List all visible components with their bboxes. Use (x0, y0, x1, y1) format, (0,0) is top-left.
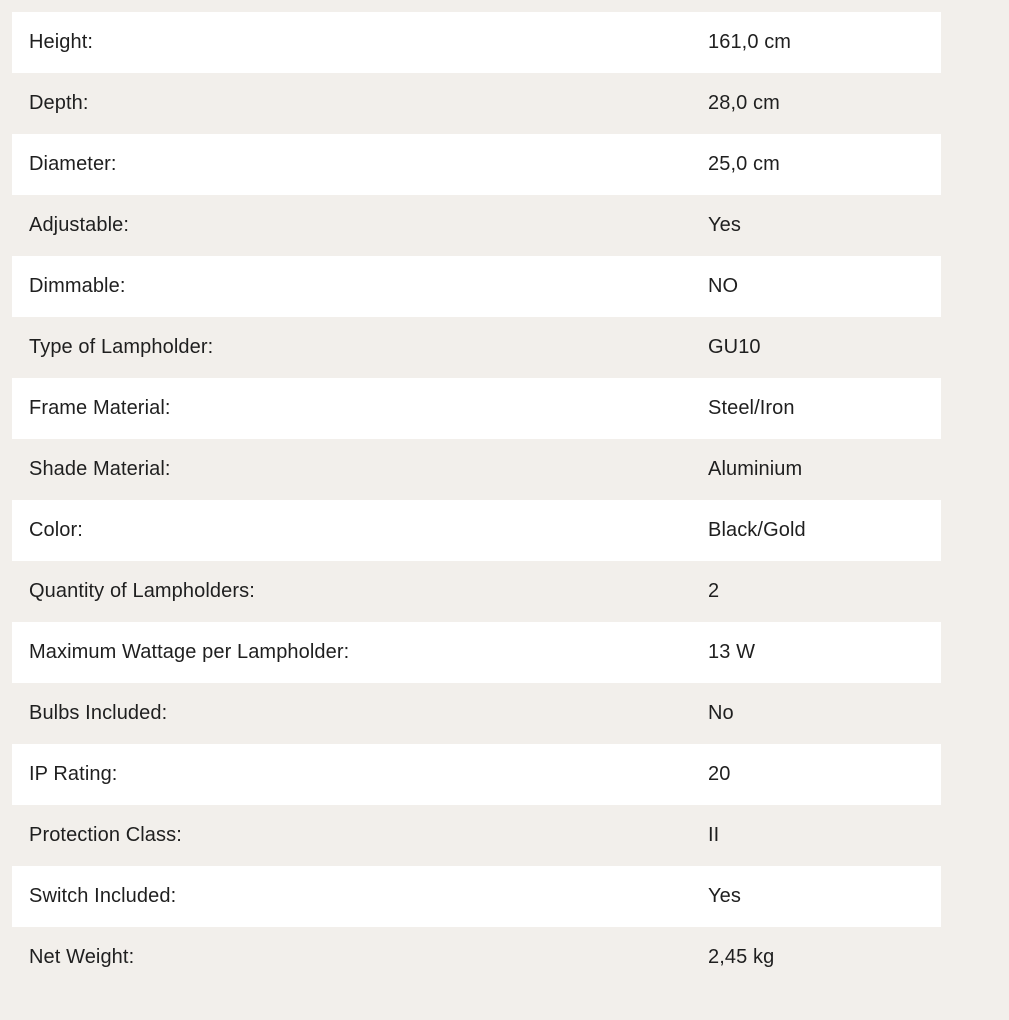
spec-value: Aluminium (708, 458, 803, 480)
spec-label: Adjustable: (29, 214, 130, 236)
spec-row-dimmable (12, 256, 941, 317)
spec-value: 28,0 cm (708, 92, 780, 114)
spec-label: Net Weight: (29, 946, 135, 968)
spec-value: 13 W (708, 641, 756, 663)
spec-row-bulbs-included (12, 683, 941, 744)
spec-label: Quantity of Lampholders: (29, 580, 255, 602)
spec-row-switch-included (12, 866, 941, 927)
spec-row-color (12, 500, 941, 561)
specifications-table (12, 12, 941, 988)
spec-row-frame-material (12, 378, 941, 439)
spec-value: Yes (708, 885, 741, 907)
spec-row-depth (12, 73, 941, 134)
spec-label: Switch Included: (29, 885, 177, 907)
spec-label: IP Rating: (29, 763, 118, 785)
spec-value: 25,0 cm (708, 153, 780, 175)
spec-label: Maximum Wattage per Lampholder: (29, 641, 350, 663)
spec-row-protection-class (12, 805, 941, 866)
spec-value: Black/Gold (708, 519, 806, 541)
spec-label: Frame Material: (29, 397, 171, 419)
spec-value: No (708, 702, 734, 724)
spec-row-lampholder-type (12, 317, 941, 378)
spec-row-shade-material (12, 439, 941, 500)
spec-value: NO (708, 275, 739, 297)
spec-row-lampholder-quantity (12, 561, 941, 622)
spec-value: 20 (708, 763, 731, 785)
spec-value: Yes (708, 214, 741, 236)
spec-value: GU10 (708, 336, 761, 358)
spec-label: Type of Lampholder: (29, 336, 214, 358)
spec-row-diameter (12, 134, 941, 195)
spec-value: 2,45 kg (708, 946, 775, 968)
spec-value: II (708, 824, 720, 846)
spec-label: Protection Class: (29, 824, 182, 846)
spec-row-max-wattage (12, 622, 941, 683)
spec-value: 2 (708, 580, 720, 602)
spec-row-ip-rating (12, 744, 941, 805)
spec-label: Dimmable: (29, 275, 126, 297)
spec-label: Color: (29, 519, 83, 541)
spec-label: Depth: (29, 92, 89, 114)
spec-label: Diameter: (29, 153, 117, 175)
spec-label: Height: (29, 31, 94, 53)
spec-label: Shade Material: (29, 458, 171, 480)
spec-row-adjustable (12, 195, 941, 256)
spec-row-height (12, 12, 941, 73)
spec-value: Steel/Iron (708, 397, 795, 419)
spec-label: Bulbs Included: (29, 702, 168, 724)
spec-value: 161,0 cm (708, 31, 792, 53)
spec-row-net-weight (12, 927, 941, 988)
